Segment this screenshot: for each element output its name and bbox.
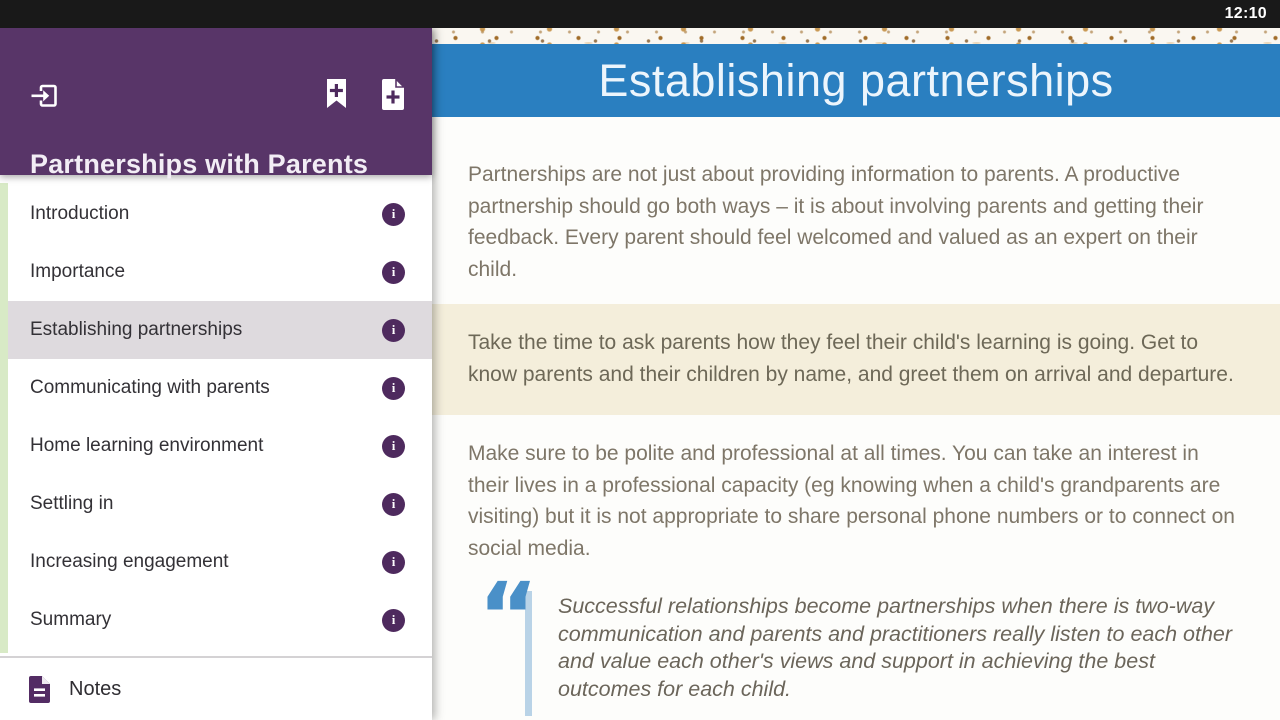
status-bar <box>0 0 1280 28</box>
sidebar-item-settling-in[interactable] <box>8 475 432 533</box>
notes-label: Notes <box>69 677 122 700</box>
sidebar-menu <box>8 185 432 649</box>
info-icon[interactable]: i <box>382 493 405 516</box>
notes-button[interactable] <box>0 658 432 720</box>
content-panel <box>432 28 1280 720</box>
sidebar-item-label: Increasing engagement <box>30 551 229 572</box>
page-header <box>432 44 1280 117</box>
sidebar <box>0 28 432 720</box>
progress-strip <box>0 183 8 653</box>
notes-icon <box>29 676 50 703</box>
sidebar-header <box>0 28 432 179</box>
sidebar-item-establishing-partnerships[interactable] <box>8 301 432 359</box>
note-add-icon[interactable] <box>382 79 404 110</box>
page-title: Establishing partnerships <box>598 54 1114 106</box>
course-title: Partnerships with Parents <box>30 149 369 179</box>
sidebar-item-summary[interactable] <box>8 591 432 649</box>
sidebar-item-label: Importance <box>30 261 126 282</box>
quote-text: Successful relationships become partnerships when there is two-way communication and parents and practitioners really listen to each other and value each other's views and support in achieving the best outcomes for each child. <box>558 594 1233 701</box>
page-body <box>432 159 1280 716</box>
sidebar-item-label: Introduction <box>30 203 130 224</box>
bookmark-add-icon[interactable] <box>326 79 347 110</box>
sidebar-item-label: Summary <box>30 609 112 630</box>
sidebar-item-label: Settling in <box>30 493 114 514</box>
sidebar-item-home-learning-environment[interactable] <box>8 417 432 475</box>
sidebar-item-introduction[interactable] <box>8 185 432 243</box>
callout-text: Take the time to ask parents how they feel their child's learning is going. Get to know parents and their children by name, and greet them on arrival and departure. <box>468 331 1234 386</box>
sidebar-item-importance[interactable] <box>8 243 432 301</box>
info-icon[interactable]: i <box>382 319 405 342</box>
info-icon[interactable]: i <box>382 609 405 632</box>
quote-icon: “ <box>478 563 539 670</box>
sidebar-item-label: Home learning environment <box>30 435 264 456</box>
blockquote <box>468 563 1240 716</box>
info-icon[interactable]: i <box>382 377 405 400</box>
info-icon[interactable]: i <box>382 435 405 458</box>
sidebar-menu-area <box>0 175 432 656</box>
info-icon[interactable]: i <box>382 261 405 284</box>
clock: 12:10 <box>1224 5 1267 22</box>
sidebar-item-label: Establishing partnerships <box>30 319 243 340</box>
sidebar-item-label: Communicating with parents <box>30 377 270 398</box>
sidebar-item-communicating-with-parents[interactable] <box>8 359 432 417</box>
exit-icon[interactable] <box>28 80 59 111</box>
highlight-callout <box>432 304 1280 415</box>
paragraph-professional: Make sure to be polite and professional at all times. You can take an interest in their lives in a professional capacity (eg knowing when a child's grandparents are visiting) but it is not appropriate to share personal phone numbers or to connect on social media. <box>468 442 1235 560</box>
decorative-gold-strip <box>432 28 1280 44</box>
info-icon[interactable]: i <box>382 551 405 574</box>
paragraph-intro: Partnerships are not just about providing information to parents. A productive partnership should go both ways – it is about involving parents and getting their feedback. Every parent should feel welcomed and valued as an expert on their child. <box>468 163 1204 281</box>
info-icon[interactable]: i <box>382 203 405 226</box>
sidebar-item-increasing-engagement[interactable] <box>8 533 432 591</box>
